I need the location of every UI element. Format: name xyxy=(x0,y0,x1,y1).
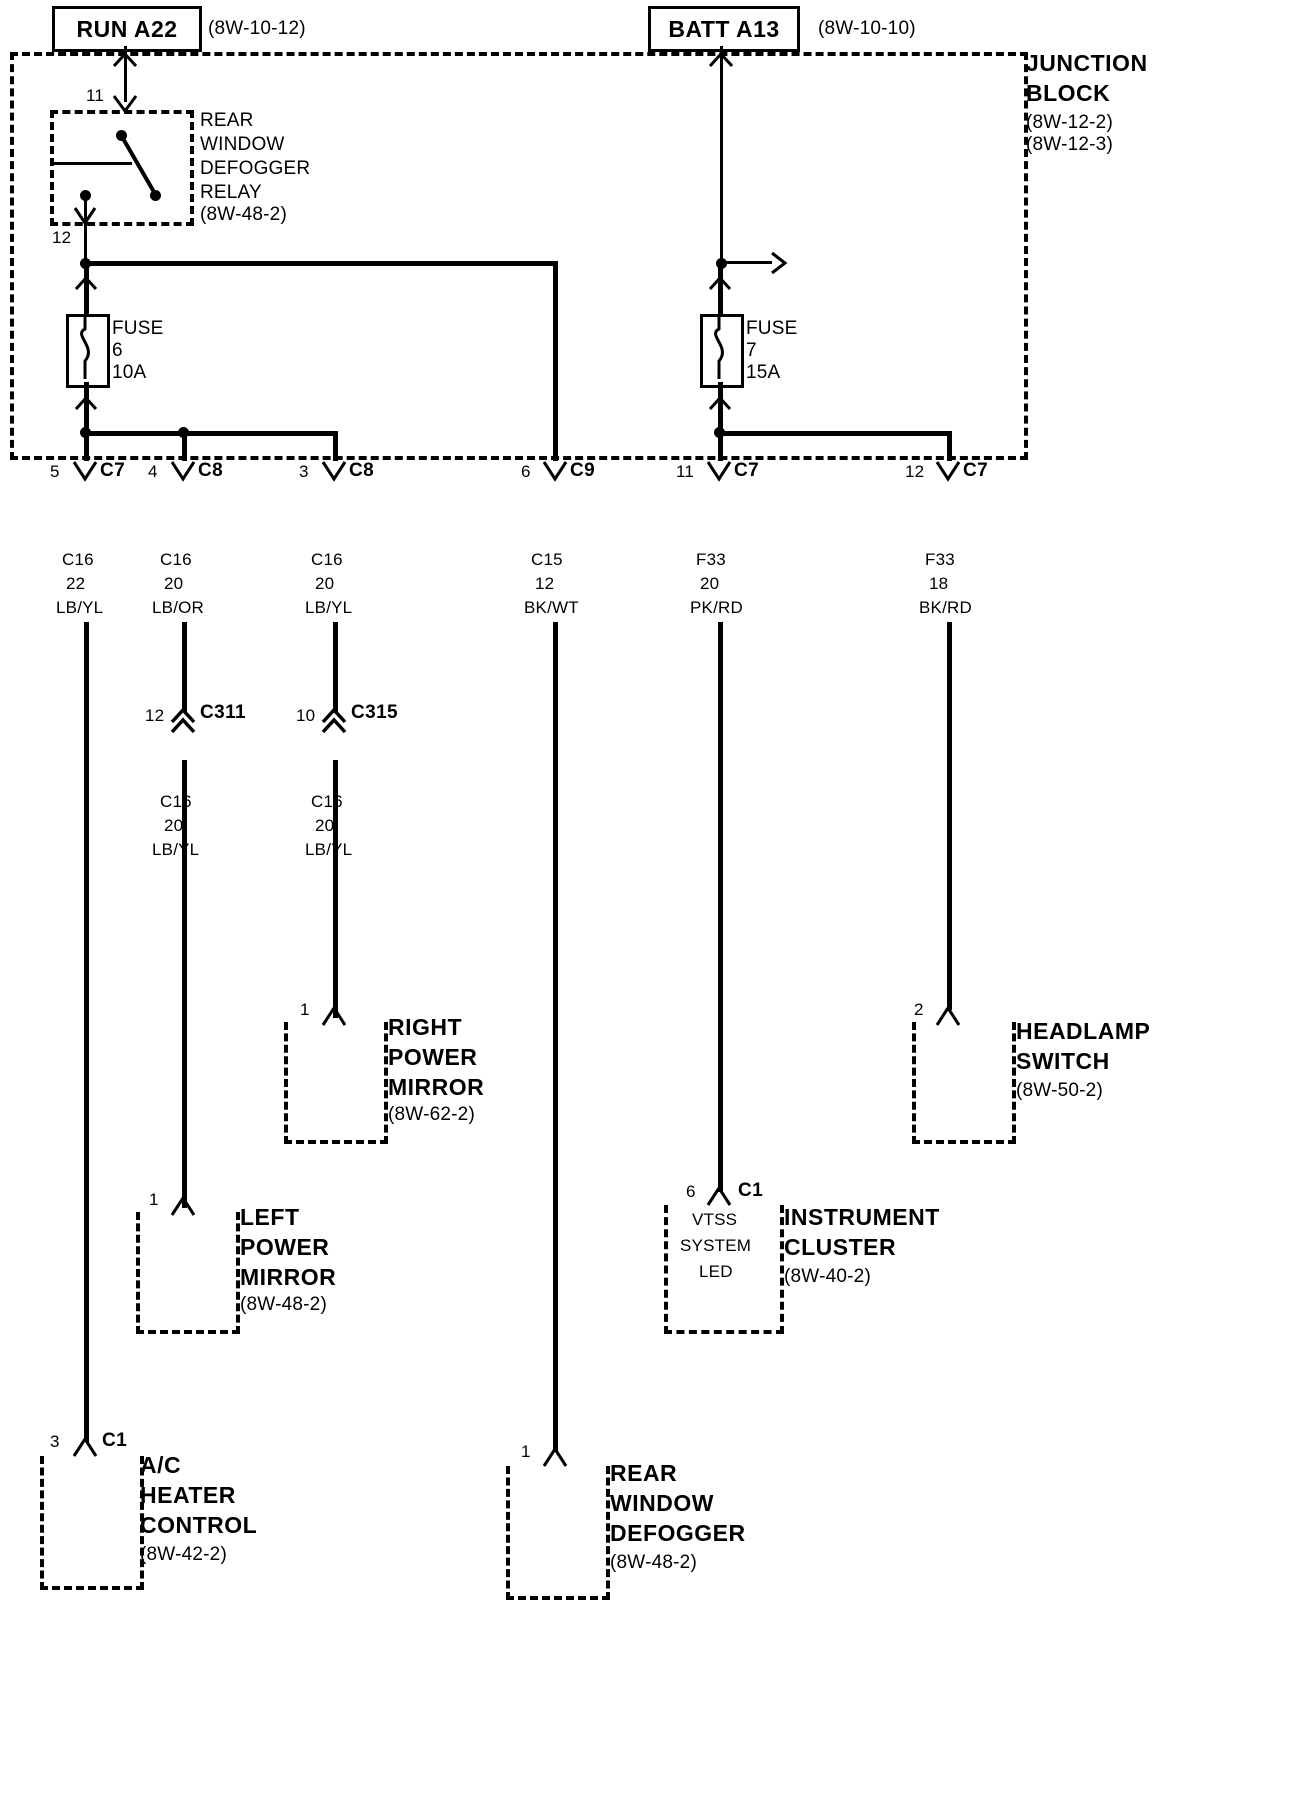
wire-bus-to-c7-11 xyxy=(718,431,723,461)
connector-pin-c8-3: 3 xyxy=(299,462,309,481)
source-tag-run-a22 xyxy=(52,6,202,52)
left-power-mirror-box xyxy=(136,1212,240,1334)
wire-run-5-instrument-cluster xyxy=(718,622,723,1192)
ac-heater-control-pin: 3 xyxy=(50,1432,60,1451)
inline-c311-wire-circuit: C16 xyxy=(160,792,192,811)
connector-name-c7-5: C7 xyxy=(100,460,126,481)
wire-label-2-circuit: C16 xyxy=(160,550,192,569)
wire-label-4-color: BK/WT xyxy=(524,598,579,617)
junction-block-ref2: (8W-12-3) xyxy=(1026,134,1113,155)
connector-chevron-c7-12 xyxy=(935,460,961,482)
wire-fuse6-bus xyxy=(84,431,336,436)
connector-pin-c7-11: 11 xyxy=(676,462,695,481)
fuse-7-number: 7 xyxy=(746,340,757,361)
ac-heater-control-label-2: HEATER xyxy=(140,1482,236,1508)
relay-switch-arm xyxy=(116,130,166,200)
instrument-cluster-ref: (8W-40-2) xyxy=(784,1266,871,1287)
connector-chevron-instrument-cluster xyxy=(706,1185,732,1207)
relay-ref: (8W-48-2) xyxy=(200,204,287,225)
connector-chevron-ac-heater xyxy=(72,1436,98,1458)
inline-connector-c315-arrow xyxy=(321,706,347,734)
inline-connector-c315-pin: 10 xyxy=(296,706,316,725)
wire-label-6-gauge: 18 xyxy=(929,574,949,593)
rear-window-defogger-pin: 1 xyxy=(521,1442,531,1461)
instrument-cluster-label-2: CLUSTER xyxy=(784,1234,897,1260)
right-power-mirror-label-1: RIGHT xyxy=(388,1014,463,1040)
relay-label-line2: WINDOW xyxy=(200,134,285,155)
rear-window-defogger-label-3: DEFOGGER xyxy=(610,1520,746,1546)
fuse-6-number: 6 xyxy=(112,340,123,361)
inline-c311-wire-color: LB/YL xyxy=(152,840,200,859)
wire-bus-to-c7-12 xyxy=(947,431,952,461)
source-tag-run-a22-ref: (8W-10-12) xyxy=(208,18,306,39)
wire-fuse7-bus xyxy=(718,431,950,436)
left-power-mirror-ref: (8W-48-2) xyxy=(240,1294,327,1315)
connector-pin-c8-4: 4 xyxy=(148,462,158,481)
fuse-7-rating: 15A xyxy=(746,362,781,383)
wire-label-5-circuit: F33 xyxy=(696,550,726,569)
arrow-up-run-a22 xyxy=(112,52,138,78)
instrument-cluster-pin: 6 xyxy=(686,1182,696,1201)
ac-heater-control-box xyxy=(40,1456,144,1590)
connector-chevron-c7-5 xyxy=(72,460,98,482)
wire-label-3-gauge: 20 xyxy=(315,574,335,593)
inline-c315-wire-gauge: 20 xyxy=(315,816,335,835)
rear-window-defogger-label-1: REAR xyxy=(610,1460,678,1486)
junction-block-label-line2: BLOCK xyxy=(1026,80,1111,106)
junction-block-ref1: (8W-12-2) xyxy=(1026,112,1113,133)
right-power-mirror-box xyxy=(284,1022,388,1144)
relay-label-line3: DEFOGGER xyxy=(200,158,311,179)
connector-chevron-c8-4 xyxy=(170,460,196,482)
wire-label-1-color: LB/YL xyxy=(56,598,104,617)
ac-heater-control-connector: C1 xyxy=(102,1430,128,1451)
wire-label-5-gauge: 20 xyxy=(700,574,720,593)
wire-run-6-headlamp-switch xyxy=(947,622,952,1010)
connector-chevron-c9-6 xyxy=(542,460,568,482)
instrument-cluster-inner-3: LED xyxy=(699,1262,733,1281)
wire-c9-drop xyxy=(553,261,558,461)
connector-name-c7-12: C7 xyxy=(963,460,989,481)
right-power-mirror-pin: 1 xyxy=(300,1000,310,1019)
left-power-mirror-label-3: MIRROR xyxy=(240,1264,337,1290)
wire-label-3-color: LB/YL xyxy=(305,598,353,617)
arrow-up-batt-a13 xyxy=(708,52,734,78)
connector-pin-c7-5: 5 xyxy=(50,462,60,481)
inline-c315-wire-circuit: C16 xyxy=(311,792,343,811)
headlamp-switch-label-2: SWITCH xyxy=(1016,1048,1110,1074)
fuse-7-label: FUSE xyxy=(746,318,798,339)
fuse-6-label: FUSE xyxy=(112,318,164,339)
relay-label-line1: REAR xyxy=(200,110,254,131)
source-tag-run-a22-label: RUN A22 xyxy=(76,15,178,42)
relay-pin-top: 11 xyxy=(86,86,105,105)
rear-window-defogger-box xyxy=(506,1466,610,1600)
wire-bus-to-c8-3 xyxy=(333,431,338,461)
instrument-cluster-label-1: INSTRUMENT xyxy=(784,1204,940,1230)
wire-bus-to-c8-4 xyxy=(182,431,187,461)
headlamp-switch-label-1: HEADLAMP xyxy=(1016,1018,1151,1044)
headlamp-switch-box xyxy=(912,1022,1016,1144)
connector-pin-c7-12: 12 xyxy=(905,462,925,481)
relay-pin-bottom: 12 xyxy=(52,228,72,247)
inline-connector-c311-arrow xyxy=(170,706,196,734)
connector-name-c8-4: C8 xyxy=(198,460,224,481)
connector-chevron-c8-3 xyxy=(321,460,347,482)
rear-window-defogger-label-2: WINDOW xyxy=(610,1490,714,1516)
wire-run-2-to-c311 xyxy=(182,622,187,712)
left-power-mirror-label-1: LEFT xyxy=(240,1204,300,1230)
arrow-up-fuse6 xyxy=(74,276,98,300)
inline-connector-c311-pin: 12 xyxy=(145,706,165,725)
wire-label-1-gauge: 22 xyxy=(66,574,86,593)
left-power-mirror-pin: 1 xyxy=(149,1190,159,1209)
fuse-6-symbol xyxy=(66,314,110,388)
rear-window-defogger-ref: (8W-48-2) xyxy=(610,1552,697,1573)
source-tag-batt-a13-label: BATT A13 xyxy=(668,15,780,42)
wire-run-4-rear-defogger xyxy=(553,622,558,1452)
wire-label-6-color: BK/RD xyxy=(919,598,972,617)
wire-label-2-gauge: 20 xyxy=(164,574,184,593)
wire-label-6-circuit: F33 xyxy=(925,550,955,569)
ac-heater-control-ref: (8W-42-2) xyxy=(140,1544,227,1565)
connector-name-c8-3: C8 xyxy=(349,460,375,481)
instrument-cluster-inner-1: VTSS xyxy=(692,1210,738,1229)
wire-batt-branch-right xyxy=(720,261,772,264)
junction-block-label-line1: JUNCTION xyxy=(1026,50,1148,76)
wire-label-1-circuit: C16 xyxy=(62,550,94,569)
right-power-mirror-ref: (8W-62-2) xyxy=(388,1104,475,1125)
left-power-mirror-label-2: POWER xyxy=(240,1234,330,1260)
source-tag-batt-a13 xyxy=(648,6,800,52)
wire-label-4-gauge: 12 xyxy=(535,574,555,593)
wire-bus-to-c7-5 xyxy=(84,431,89,461)
headlamp-switch-pin: 2 xyxy=(914,1000,924,1019)
right-power-mirror-label-3: MIRROR xyxy=(388,1074,485,1100)
connector-chevron-c7-11 xyxy=(706,460,732,482)
connector-chevron-rear-defogger xyxy=(542,1446,568,1468)
wire-run-3-to-c315 xyxy=(333,622,338,712)
arrow-up-fuse7 xyxy=(708,276,732,300)
wire-label-3-circuit: C16 xyxy=(311,550,343,569)
ac-heater-control-label-3: CONTROL xyxy=(140,1512,258,1538)
wire-label-2-color: LB/OR xyxy=(152,598,205,617)
inline-connector-c315-name: C315 xyxy=(351,702,399,723)
connector-pin-c9-6: 6 xyxy=(521,462,531,481)
connector-name-c9-6: C9 xyxy=(570,460,596,481)
connector-name-c7-11: C7 xyxy=(734,460,760,481)
fuse-7-symbol xyxy=(700,314,744,388)
headlamp-switch-ref: (8W-50-2) xyxy=(1016,1080,1103,1101)
instrument-cluster-inner-2: SYSTEM xyxy=(680,1236,752,1255)
relay-label-line4: RELAY xyxy=(200,182,262,203)
fuse-6-rating: 10A xyxy=(112,362,147,383)
right-power-mirror-label-2: POWER xyxy=(388,1044,478,1070)
instrument-cluster-connector: C1 xyxy=(738,1180,764,1201)
wire-batt-a13-feed xyxy=(720,46,723,268)
arrow-up-fuse6-out xyxy=(74,396,98,420)
inline-connector-c311-name: C311 xyxy=(200,702,246,723)
wire-label-4-circuit: C15 xyxy=(531,550,563,569)
source-tag-batt-a13-ref: (8W-10-10) xyxy=(818,18,916,39)
wire-run-1-ac-heater xyxy=(84,622,89,1442)
connector-chevron-relay-bottom xyxy=(73,206,97,226)
wire-label-5-color: PK/RD xyxy=(690,598,743,617)
inline-c315-wire-color: LB/YL xyxy=(305,840,353,859)
wire-relay-to-c9 xyxy=(84,261,556,266)
arrow-right-batt-branch xyxy=(766,251,790,275)
inline-c311-wire-gauge: 20 xyxy=(164,816,184,835)
ac-heater-control-label-1: A/C xyxy=(140,1452,182,1478)
arrow-up-fuse7-out xyxy=(708,396,732,420)
